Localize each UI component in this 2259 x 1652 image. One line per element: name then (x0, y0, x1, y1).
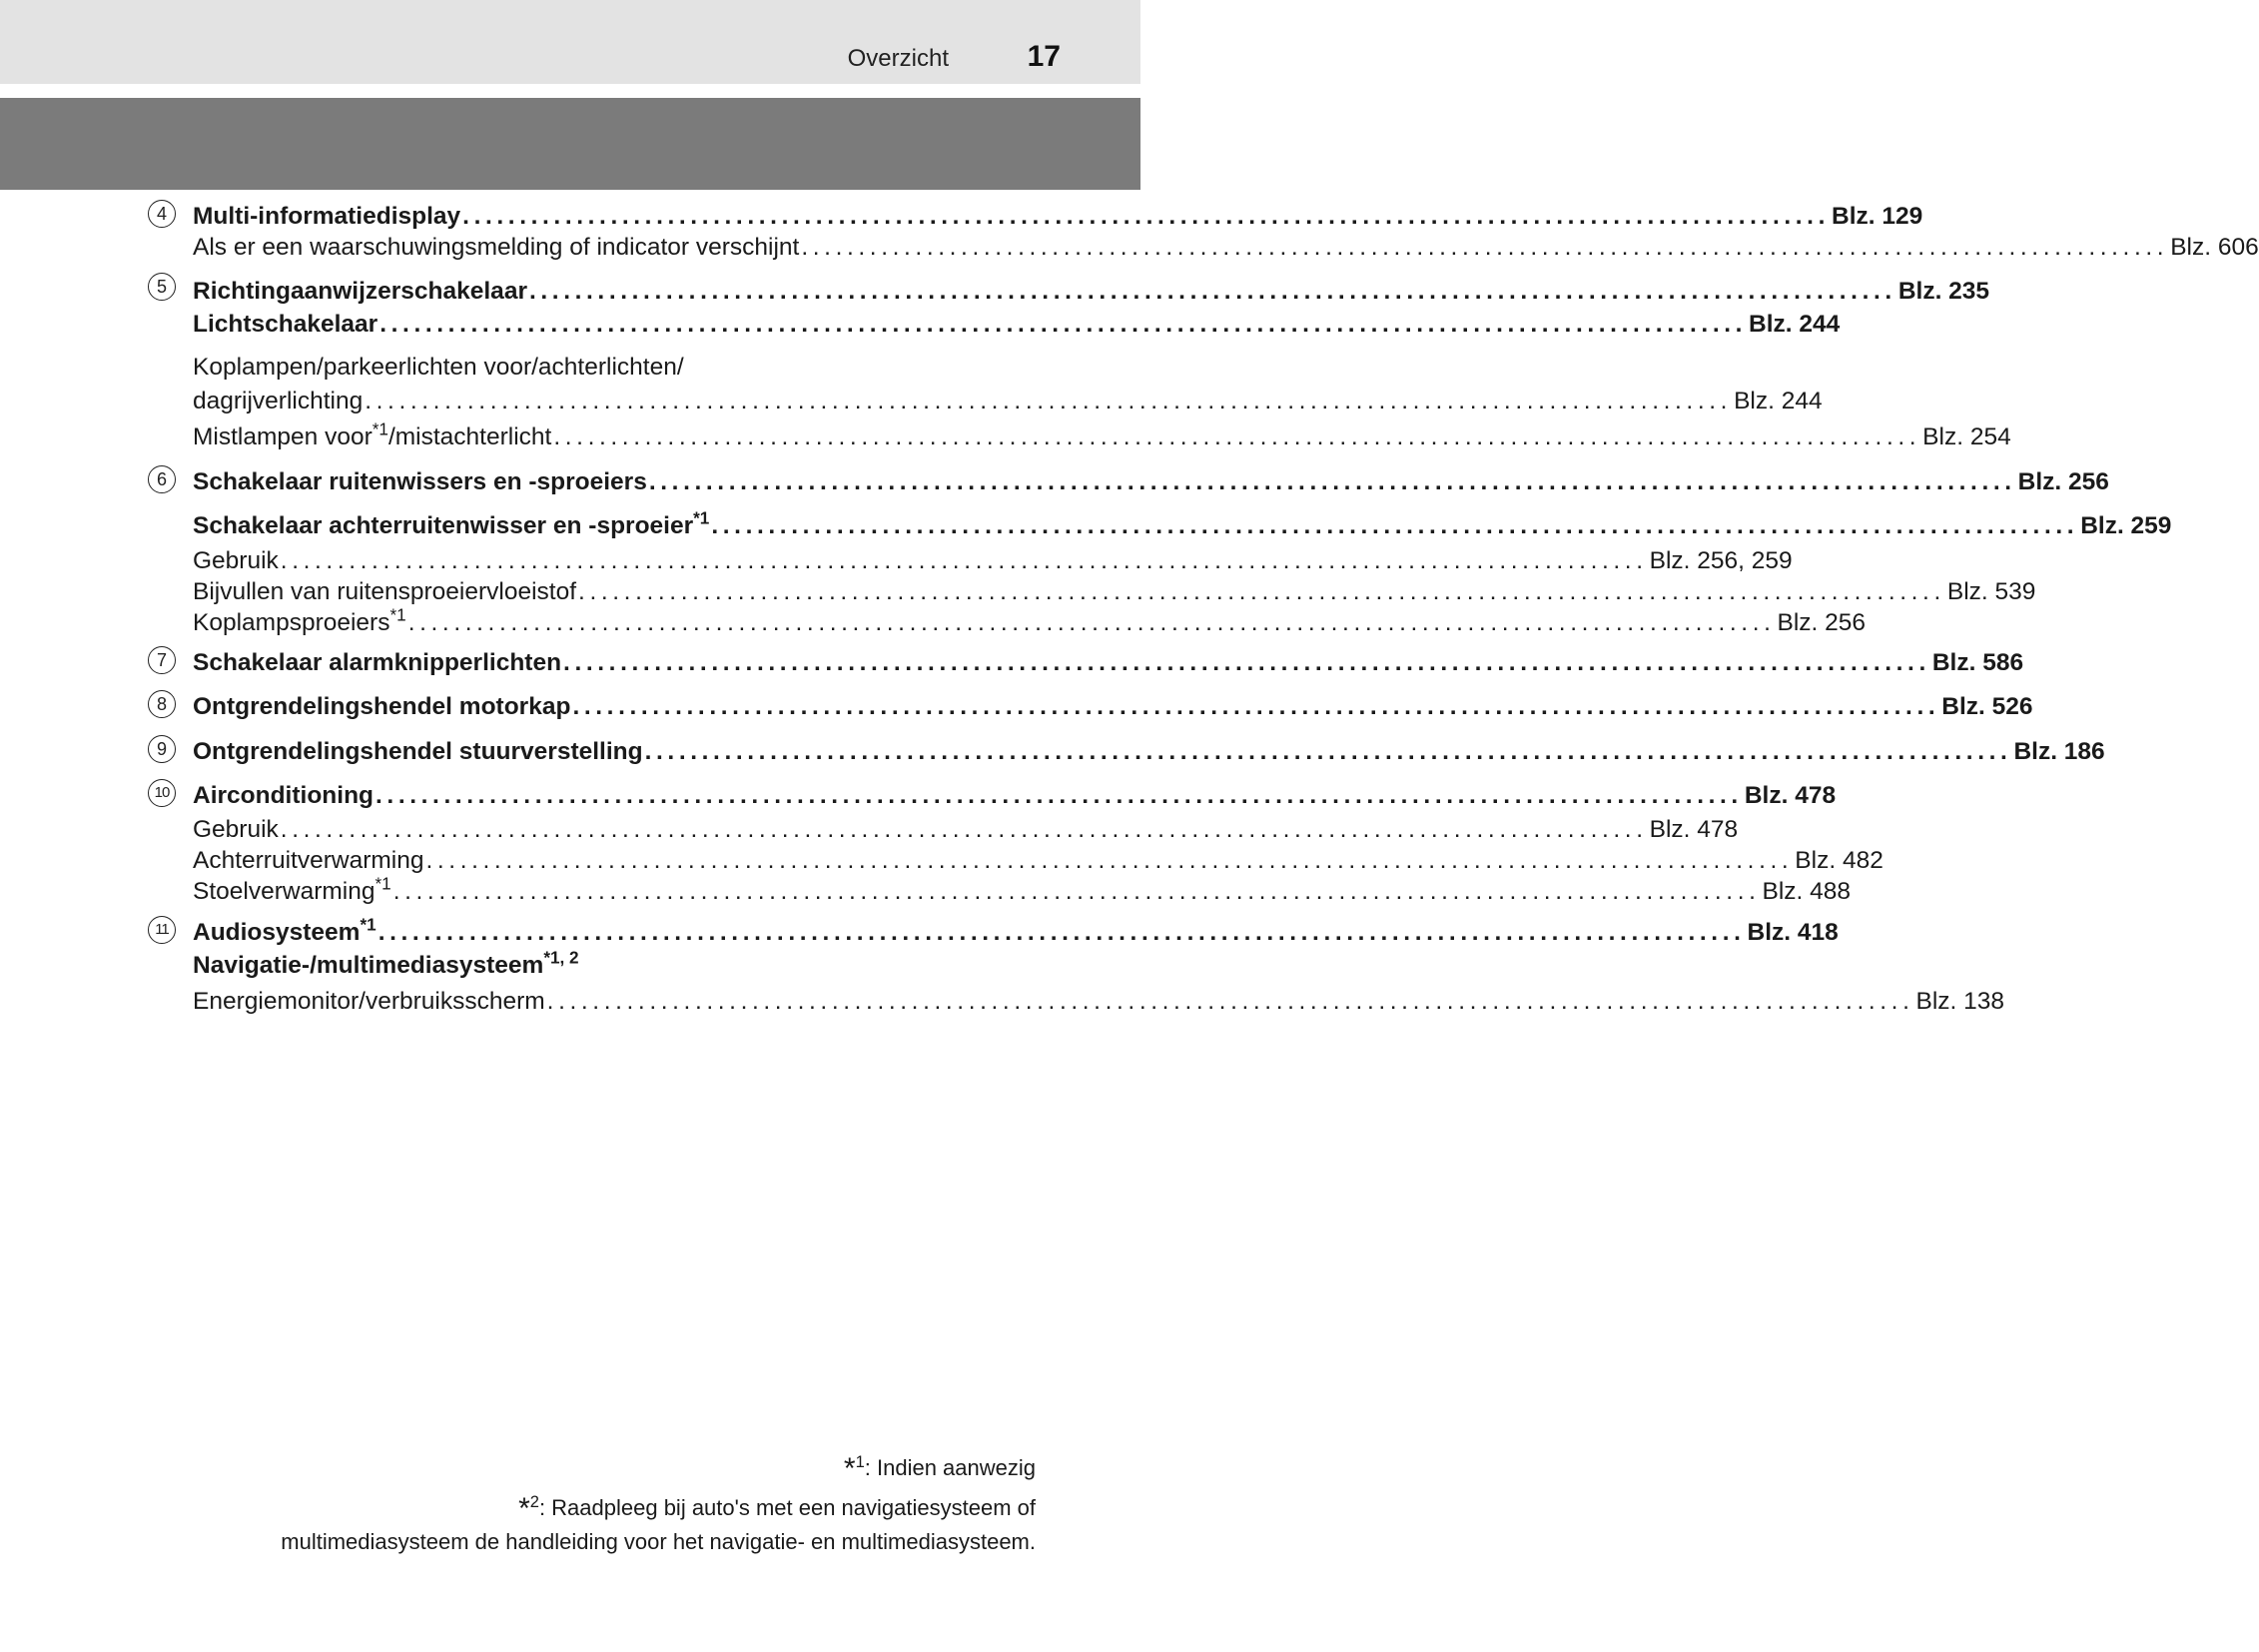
footnote-1: *$^1$: Indien aanwezig (843, 1452, 1036, 1485)
toc-entry[interactable] (193, 382, 1823, 415)
page-ref: Blz. 539 (1946, 578, 2036, 606)
footnote-ref: *1 (389, 604, 406, 625)
toc-entry[interactable] (193, 732, 2105, 766)
dot-leader: ........................................................................................................................ (376, 782, 1743, 810)
page-ref: Blz. 606 (2170, 234, 2259, 262)
page-ref: Blz. 129 (1832, 203, 1923, 231)
page-ref: Blz. 488 (1762, 878, 1852, 906)
entry-label: Audiosysteem$^{*1}$ (193, 914, 376, 947)
page-ref: Blz. 244 (1734, 388, 1823, 415)
page-ref: Blz. 186 (2013, 738, 2105, 766)
toc-entry[interactable] (193, 643, 2024, 677)
page-ref: Blz. 256 (1777, 609, 1867, 637)
page-ref: Blz. 256, 259 (1649, 547, 1793, 575)
toc-entry[interactable] (193, 913, 1839, 947)
section-number-5: 5 (148, 273, 176, 301)
entry-label: Achterruitverwarming (193, 847, 424, 875)
dot-leader: ........................................................................................................................ (711, 512, 2079, 540)
section-number-11: 11 (148, 916, 176, 944)
toc-entry[interactable] (193, 228, 2259, 262)
page-ref: Blz. 482 (1795, 847, 1883, 875)
section-number-8: 8 (148, 690, 176, 718)
dot-leader: ........................................................................................................................ (280, 547, 1648, 575)
section-number-4: 4 (148, 200, 176, 228)
entry-label: Schakelaar ruitenwissers en -sproeiers (193, 468, 647, 496)
toc-entry[interactable] (193, 272, 1990, 306)
footnote-ref: *1, 2 (543, 947, 579, 968)
section-label: Overzicht (847, 45, 949, 72)
toc-entry[interactable] (193, 506, 2172, 540)
dot-leader: ........................................................................................................................ (379, 311, 1748, 339)
section-number-9: 9 (148, 735, 176, 763)
toc-entry[interactable] (193, 462, 2109, 496)
entry-label: Lichtschakelaar (193, 311, 378, 339)
dot-leader: ........................................................................................................................ (546, 988, 1914, 1016)
page-ref: Blz. 254 (1922, 423, 2011, 451)
section-number-10: 10 (148, 779, 176, 807)
page-ref: Blz. 259 (2080, 512, 2172, 540)
dot-leader: ........................................................................................................................ (578, 578, 1945, 606)
entry-label: Bijvullen van ruitensproeiervloeistof (193, 578, 577, 606)
section-number-6: 6 (148, 465, 176, 493)
page-ref: Blz. 418 (1747, 919, 1839, 947)
footnote-ref: *1 (360, 914, 376, 935)
dot-leader: ........................................................................................................................ (425, 847, 1794, 875)
dot-leader: ........................................................................................................................ (648, 468, 2016, 496)
entry-label: dagrijverlichting (193, 388, 364, 415)
dot-leader: ........................................................................................................................ (528, 278, 1896, 306)
entry-label: Schakelaar alarmknipperlichten (193, 649, 562, 677)
dot-leader: ........................................................................................................................ (407, 609, 1776, 637)
dot-leader: ........................................................................................................................ (462, 203, 1830, 231)
toc-entry[interactable] (193, 947, 579, 980)
toc-entry[interactable] (193, 776, 1837, 810)
dot-leader: ........................................................................................................................ (572, 693, 1940, 721)
entry-label: Als er een waarschuwingsmelding of indicator verschijnt (193, 234, 800, 262)
toc-entry[interactable] (193, 305, 1841, 339)
entry-label: Gebruik (193, 547, 279, 575)
toc-entry[interactable] (193, 572, 2036, 606)
page-ref: Blz. 256 (2017, 468, 2109, 496)
entry-label: Ontgrendelingshendel stuurverstelling (193, 738, 643, 766)
toc-entry[interactable] (193, 841, 1883, 875)
toc-entry[interactable] (193, 872, 1852, 906)
entry-label: Airconditioning (193, 782, 374, 810)
entry-label: Mistlampen voor$^{*1}$/mistachterlicht (193, 418, 552, 451)
dot-leader: ........................................................................................................................ (563, 649, 1930, 677)
dot-leader: ........................................................................................................................ (553, 423, 1921, 451)
page-ref: Blz. 478 (1744, 782, 1837, 810)
page-ref: Blz. 478 (1649, 816, 1739, 844)
page-ref: Blz. 244 (1749, 311, 1841, 339)
dot-leader: ........................................................................................................................ (801, 234, 2169, 262)
page-number: 17 (1027, 40, 1061, 73)
dot-leader: ........................................................................................................................ (280, 816, 1648, 844)
toc-entry[interactable] (193, 541, 1793, 575)
entry-label: Stoelverwarming$^{*1}$ (193, 873, 391, 906)
page-ref: Blz. 586 (1931, 649, 2024, 677)
entry-label: Ontgrendelingshendel motorkap (193, 693, 571, 721)
page-ref: Blz. 235 (1897, 278, 1990, 306)
footnote-2-line2: multimediasysteem de handleiding voor het navigatie- en multimediasysteem. (281, 1529, 1036, 1554)
toc-entry[interactable] (193, 417, 2011, 451)
dot-leader: ........................................................................................................................ (644, 738, 2012, 766)
entry-label: Energiemonitor/verbruiksscherm (193, 988, 545, 1016)
dot-leader: ........................................................................................................................ (377, 919, 1746, 947)
entry-label-line: Koplampen/parkeerlichten voor/achterlichten/ (193, 354, 684, 381)
entry-label: Multi-informatiedisplay (193, 203, 461, 231)
entry-label: Koplampsproeiers$^{*1}$ (193, 604, 406, 637)
toc-entry[interactable] (193, 197, 1923, 231)
dot-leader: ........................................................................................................................ (365, 388, 1733, 415)
toc-entry[interactable] (193, 810, 1739, 844)
dot-leader: ........................................................................................................................ (392, 878, 1761, 906)
entry-label: Navigatie-/multimediasysteem (193, 952, 544, 979)
footnote-ref: *1 (693, 507, 710, 528)
footnote-2: *$^2$: Raadpleeg bij auto's met een navigatiesysteem of (518, 1492, 1036, 1525)
footnote-ref: *1 (375, 873, 391, 894)
page-ref: Blz. 526 (1941, 693, 2033, 721)
toc-entry[interactable] (193, 687, 2033, 721)
entry-label: Gebruik (193, 816, 279, 844)
page-ref: Blz. 138 (1915, 988, 2005, 1016)
footnote-ref: *1 (372, 418, 388, 439)
section-number-7: 7 (148, 646, 176, 674)
entry-label: Schakelaar achterruitenwisser en -sproeier$^{*1}$ (193, 507, 710, 540)
toc-entry[interactable] (193, 982, 2005, 1016)
entry-label: Richtingaanwijzerschakelaar (193, 278, 527, 306)
toc-entry[interactable] (193, 603, 1867, 637)
